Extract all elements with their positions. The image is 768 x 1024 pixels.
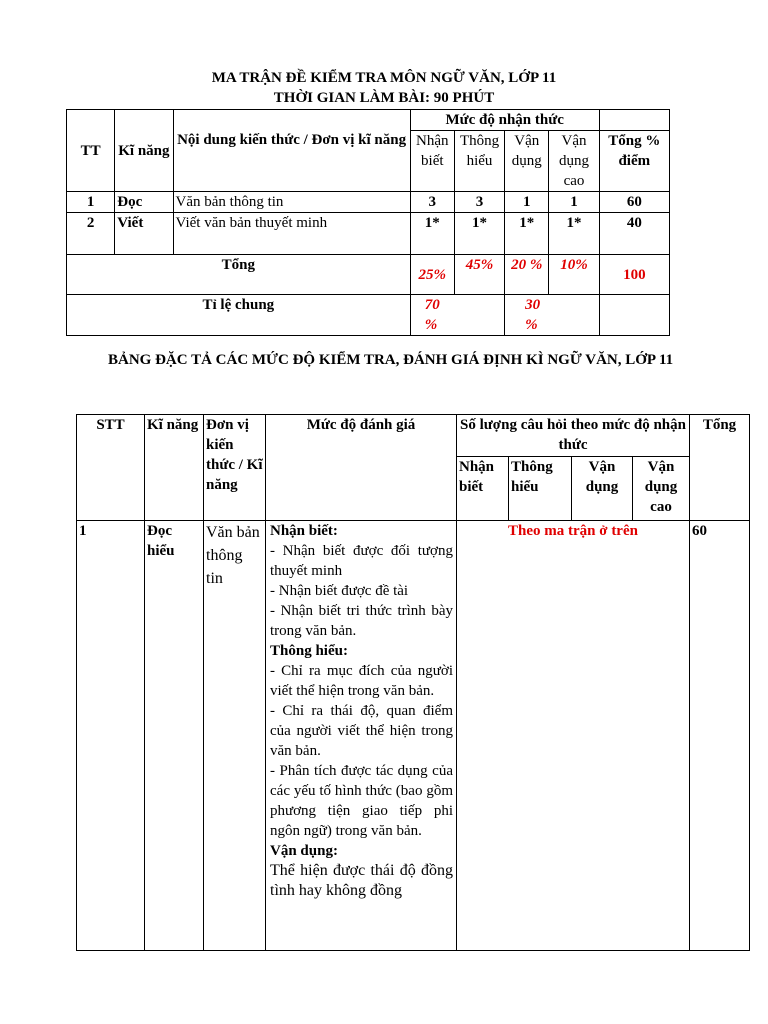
row-vdc: 1* [549, 213, 599, 255]
spec-heading: BẢNG ĐẶC TẢ CÁC MỨC ĐỘ KIỂM TRA, ĐÁNH GIÁ ĐỊNH KÌ NGỮ VĂN, LỚP 11 [108, 352, 674, 368]
total-nb: 25% [410, 255, 454, 295]
row-tt: 2 [67, 213, 115, 255]
total-vdc: 10% [549, 255, 599, 295]
total-vd: 20 % [505, 255, 549, 295]
spec-header-muc-do: Mức độ đánh giá [266, 415, 457, 521]
ratio-left: 70 % [410, 295, 504, 336]
row-tong: 40 [599, 213, 669, 255]
row-nb: 1* [410, 213, 454, 255]
header-empty-cell [599, 110, 669, 131]
header-tong-diem: Tổng % điểm [599, 131, 669, 192]
spec-row-don-vi: Văn bản thông tin [204, 521, 266, 951]
row-vd: 1* [505, 213, 549, 255]
spec-table [76, 414, 750, 951]
header-muc-do: Mức độ nhận thức [410, 110, 599, 131]
matrix-table [66, 109, 670, 336]
nhan-biet-item: - Nhận biết tri thức trình bày trong văn bản. [270, 603, 453, 639]
header-ki-nang: Kĩ năng [115, 110, 173, 192]
thong-hieu-item: - Chỉ ra thái độ, quan điểm của người viết thể hiện trong văn bản. [270, 703, 453, 759]
row-tong: 60 [599, 192, 669, 213]
row-nb: 3 [410, 192, 454, 213]
header-noi-dung: Nội dung kiến thức / Đơn vị kĩ năng [173, 110, 410, 192]
total-tong: 100 [599, 255, 669, 295]
table-row [67, 213, 670, 255]
header-van-dung-cao: Vận dụng cao [549, 131, 599, 192]
total-row [67, 255, 670, 295]
spec-header-van-dung-cao: Vận dụng cao [633, 457, 690, 521]
header-nhan-biet: Nhận biết [410, 131, 454, 192]
total-th: 45% [454, 255, 504, 295]
row-vd: 1 [505, 192, 549, 213]
document-subtitle: THỜI GIAN LÀM BÀI: 90 PHÚT [273, 90, 495, 106]
nhan-biet-item: - Nhận biết được đối tượng thuyết minh [270, 543, 453, 579]
spec-row-stt: 1 [77, 521, 145, 951]
row-noi-dung: Văn bản thông tin [173, 192, 410, 213]
spec-row-ki-nang: Đọc hiểu [145, 521, 204, 951]
total-label: Tổng [67, 255, 411, 295]
van-dung-label: Vận dụng: [270, 843, 338, 859]
row-th: 1* [454, 213, 504, 255]
spec-header-van-dung: Vận dụng [572, 457, 633, 521]
row-ki-nang: Viết [115, 213, 173, 255]
header-van-dung: Vận dụng [505, 131, 549, 192]
row-th: 3 [454, 192, 504, 213]
spec-header-don-vi: Đơn vị kiến thức / Kĩ năng [204, 415, 266, 521]
thong-hieu-item: - Phân tích được tác dụng của các yếu tố hình thức (bao gồm phương tiện giao tiếp phi ngôn ngữ) trong văn bản. [270, 763, 453, 839]
row-vdc: 1 [549, 192, 599, 213]
ratio-right: 30 % [505, 295, 599, 336]
thong-hieu-item: - Chỉ ra mục đích của người viết thể hiện trong văn bản. [270, 663, 453, 699]
spec-header-stt: STT [77, 415, 145, 521]
theo-ma-tran-note: Theo ma trận ở trên [457, 521, 690, 951]
van-dung-text: Thể hiện được thái độ đồng tình hay không đồng [270, 862, 453, 899]
ratio-row [67, 295, 670, 336]
spec-header-so-luong: Số lượng câu hỏi theo mức độ nhận thức [457, 415, 690, 457]
nhan-biet-item: - Nhận biết được đề tài [270, 583, 409, 599]
ratio-empty-cell [599, 295, 669, 336]
spec-header-ki-nang: Kĩ năng [145, 415, 204, 521]
spec-row-tong: 60 [690, 521, 750, 951]
spec-header-nhan-biet: Nhận biết [457, 457, 509, 521]
table-row [77, 521, 750, 951]
nhan-biet-label: Nhận biết: [270, 523, 338, 539]
table-row [67, 192, 670, 213]
thong-hieu-label: Thông hiểu: [270, 643, 348, 659]
spec-row-muc-do [266, 521, 457, 951]
header-thong-hieu: Thông hiểu [454, 131, 504, 192]
document-title: MA TRẬN ĐỀ KIỂM TRA MÔN NGỮ VĂN, LỚP 11 [211, 70, 557, 86]
spec-header-tong: Tổng [690, 415, 750, 521]
ratio-label: Tỉ lệ chung [67, 295, 411, 336]
row-tt: 1 [67, 192, 115, 213]
spec-header-thong-hieu: Thông hiểu [509, 457, 572, 521]
header-tt: TT [67, 110, 115, 192]
row-ki-nang: Đọc [115, 192, 173, 213]
row-noi-dung: Viết văn bản thuyết minh [173, 213, 410, 255]
